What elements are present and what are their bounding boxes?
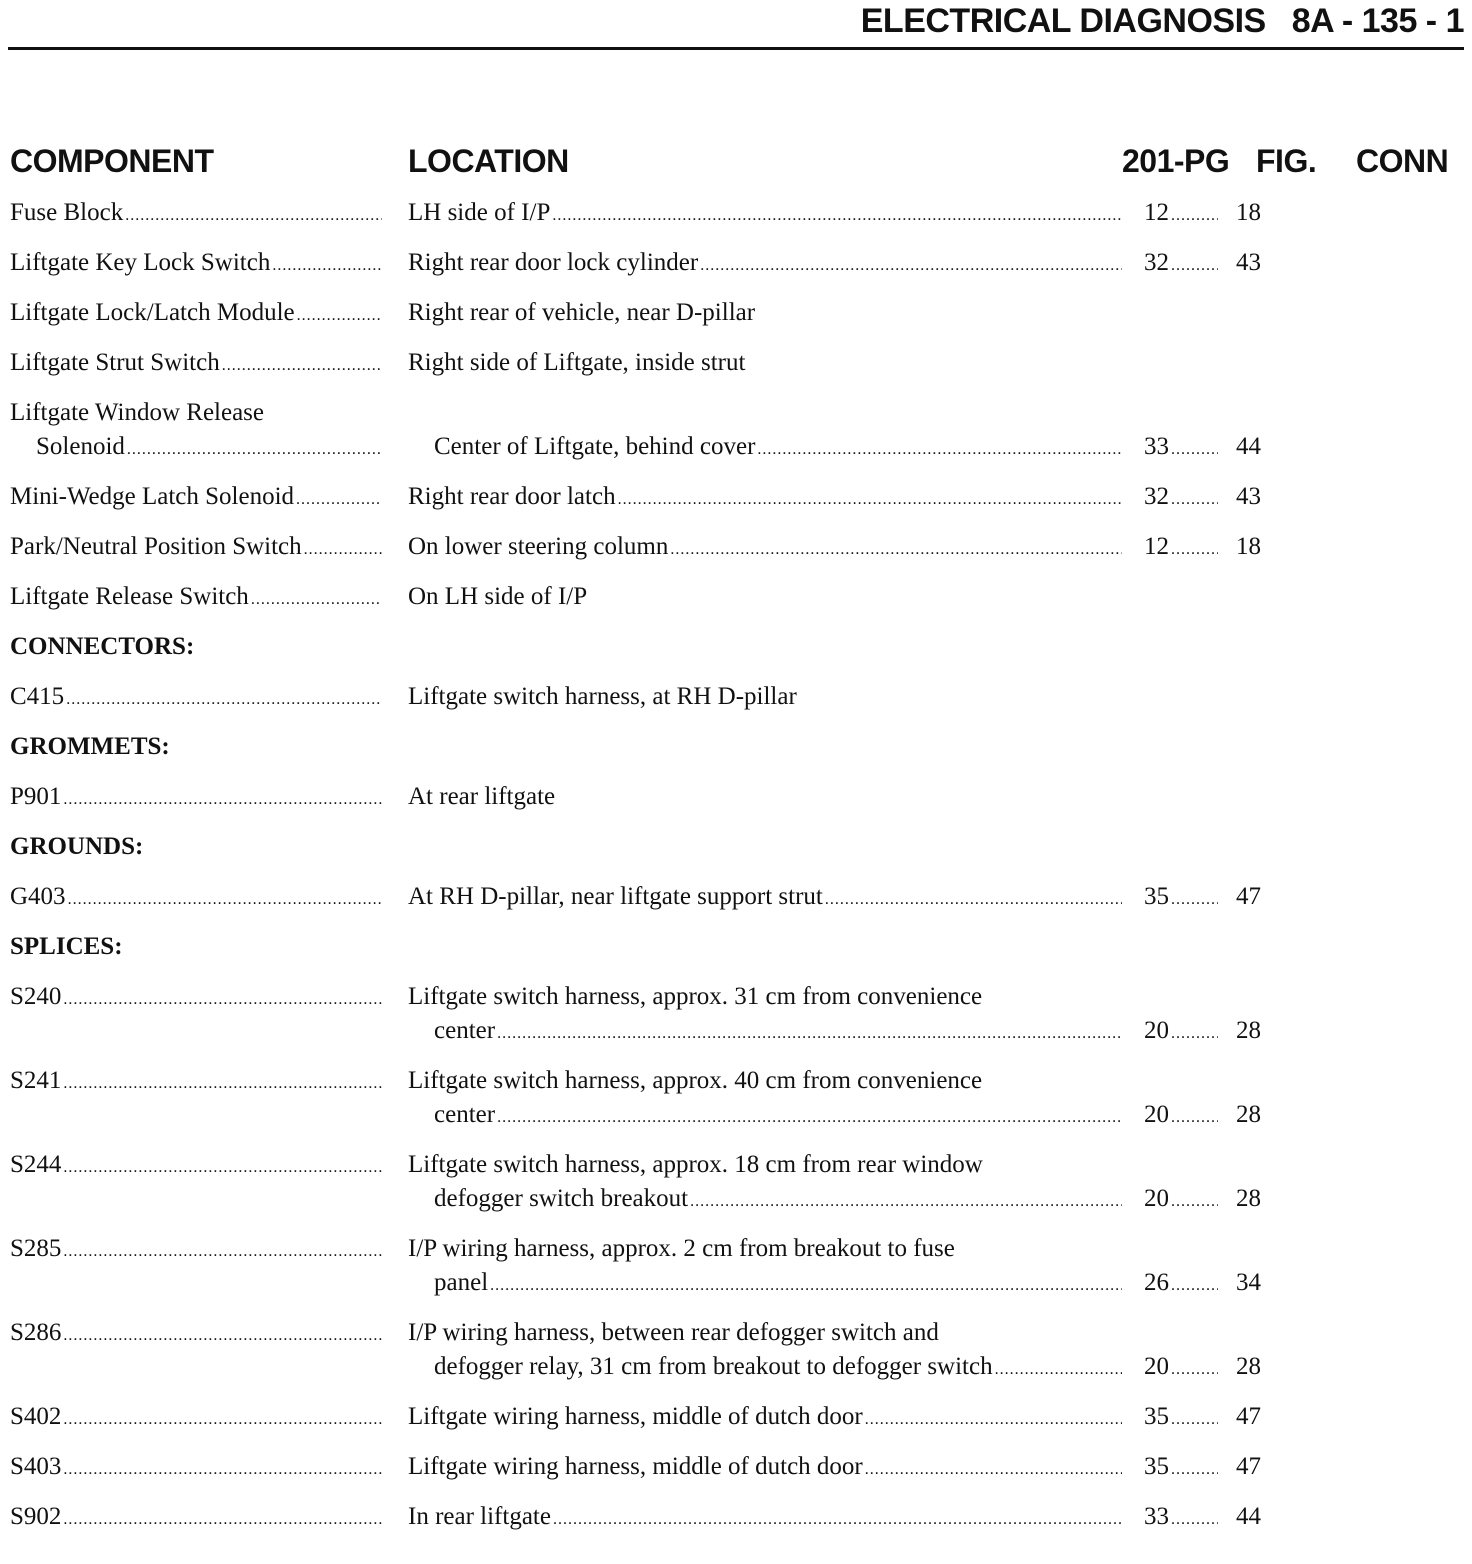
- location-cell: [408, 296, 1122, 330]
- dot-leader: [66, 683, 382, 717]
- fig-ref: 44: [1236, 1503, 1261, 1530]
- column-header-component: COMPONENT: [10, 143, 214, 179]
- header-rule: [8, 47, 1464, 50]
- location-line: [408, 580, 1122, 614]
- dot-leader: [1171, 533, 1218, 567]
- page-ref: 20: [1144, 1101, 1169, 1128]
- page-cell: [1122, 1350, 1218, 1387]
- column-header-location: LOCATION: [408, 143, 569, 179]
- component-line: [10, 580, 382, 617]
- section-heading-row: [0, 730, 1472, 764]
- table-row: [0, 980, 1472, 1048]
- location-cell: [408, 1316, 1122, 1387]
- location-cell: [408, 1450, 1122, 1487]
- table-row: [0, 1450, 1472, 1484]
- location-cell: [408, 1232, 1122, 1303]
- table-row: [0, 580, 1472, 614]
- location-cell: [408, 346, 1122, 380]
- table-row: [0, 780, 1472, 814]
- page-header: [861, 2, 1464, 41]
- component-line: [10, 980, 382, 1017]
- component-name: Solenoid: [36, 433, 125, 460]
- component-line: [10, 1316, 382, 1353]
- location-line: [408, 1316, 1122, 1350]
- location-line: [408, 980, 1122, 1014]
- component-cell: [10, 1148, 382, 1185]
- dot-leader: [63, 1453, 382, 1487]
- location-text: Liftgate wiring harness, middle of dutch door: [408, 1453, 863, 1480]
- dot-leader: [497, 1101, 1122, 1135]
- location-text: I/P wiring harness, between rear defogger switch and: [408, 1319, 939, 1346]
- component-cell: [10, 1450, 382, 1487]
- location-text: Liftgate switch harness, approx. 31 cm from convenience: [408, 983, 983, 1010]
- dot-leader: [865, 1403, 1122, 1437]
- component-name: Mini-Wedge Latch Solenoid: [10, 483, 295, 510]
- component-line: [10, 246, 382, 283]
- component-cell: [10, 580, 382, 617]
- table-row: [0, 1316, 1472, 1384]
- table-row: [0, 1500, 1472, 1534]
- component-line: [10, 1400, 382, 1437]
- table-row: [0, 880, 1472, 914]
- table-row: [0, 296, 1472, 330]
- component-name: S902: [10, 1503, 62, 1530]
- dot-leader: [825, 883, 1122, 917]
- dot-leader: [272, 249, 382, 283]
- page-ref: 20: [1144, 1353, 1169, 1380]
- component-name: Park/Neutral Position Switch: [10, 533, 302, 560]
- location-text: Right rear of vehicle, near D-pillar: [408, 299, 756, 326]
- component-name: Liftgate Window Release: [10, 399, 265, 426]
- dot-leader: [1171, 1503, 1218, 1537]
- table-row: [0, 1232, 1472, 1300]
- component-cell: [10, 780, 382, 817]
- location-line: [408, 246, 1122, 283]
- section-heading-row: [0, 930, 1472, 964]
- fig-ref: 28: [1236, 1101, 1261, 1128]
- component-name: S286: [10, 1319, 62, 1346]
- location-cell: [408, 246, 1122, 283]
- component-location-table: [0, 196, 1472, 1550]
- section-heading: GROUNDS:: [10, 833, 144, 860]
- component-name: G403: [10, 883, 66, 910]
- location-line: [408, 780, 1122, 814]
- component-cell: [10, 680, 382, 717]
- dot-leader: [63, 1503, 382, 1537]
- fig-ref: 28: [1236, 1185, 1261, 1212]
- location-text: Liftgate switch harness, approx. 18 cm from rear window: [408, 1151, 983, 1178]
- dot-leader: [1171, 433, 1218, 467]
- component-name: C415: [10, 683, 65, 710]
- fig-ref: 18: [1236, 199, 1261, 226]
- table-row: [0, 1064, 1472, 1132]
- component-line: [10, 396, 382, 430]
- dot-leader: [995, 1353, 1122, 1387]
- location-text: In rear liftgate: [408, 1503, 551, 1530]
- page-cell: [1122, 246, 1218, 283]
- fig-ref: 28: [1236, 1353, 1261, 1380]
- dot-leader: [690, 1185, 1122, 1219]
- dot-leader: [700, 249, 1122, 283]
- dot-leader: [865, 1453, 1122, 1487]
- section-title: ELECTRICAL DIAGNOSIS: [860, 2, 1266, 40]
- location-line: [408, 1350, 1122, 1387]
- page-cell: [1122, 196, 1218, 233]
- page-cell: [1122, 1500, 1218, 1537]
- location-line: [408, 1098, 1122, 1135]
- dot-leader: [63, 783, 382, 817]
- page-cell: [1122, 1098, 1218, 1135]
- location-line: [408, 396, 1122, 430]
- dot-leader: [251, 583, 382, 617]
- page-ref: 12: [1144, 533, 1169, 560]
- table-row: [0, 246, 1472, 280]
- component-cell: [10, 346, 382, 383]
- location-text: center: [434, 1017, 496, 1044]
- component-name: S241: [10, 1067, 62, 1094]
- section-heading: CONNECTORS:: [10, 633, 195, 660]
- dot-leader: [1171, 1453, 1218, 1487]
- component-line: [10, 1232, 382, 1269]
- page-ref: 26: [1144, 1269, 1169, 1296]
- page-ref: 33: [1144, 1503, 1169, 1530]
- component-name: Liftgate Key Lock Switch: [10, 249, 271, 276]
- component-line: [10, 196, 382, 233]
- location-line: [408, 880, 1122, 917]
- page-ref: 35: [1144, 1453, 1169, 1480]
- location-line: [408, 1232, 1122, 1266]
- dot-leader: [296, 483, 382, 517]
- page-ref: 20: [1144, 1185, 1169, 1212]
- location-line: [408, 1148, 1122, 1182]
- component-line: [10, 680, 382, 717]
- fig-ref: 18: [1236, 533, 1261, 560]
- component-line: [10, 1450, 382, 1487]
- component-line: [10, 1064, 382, 1101]
- location-line: [408, 430, 1122, 467]
- component-name: P901: [10, 783, 62, 810]
- component-cell: [10, 296, 382, 333]
- section-heading: GROMMETS:: [10, 733, 170, 760]
- location-text: Center of Liftgate, behind cover: [434, 433, 756, 460]
- page-cell: [1122, 480, 1218, 517]
- location-text: LH side of I/P: [408, 199, 551, 226]
- table-row: [0, 196, 1472, 230]
- component-cell: [10, 1232, 382, 1269]
- table-row: [0, 680, 1472, 714]
- location-cell: [408, 780, 1122, 814]
- dot-leader: [1171, 1185, 1218, 1219]
- component-line: [10, 880, 382, 917]
- location-text: I/P wiring harness, approx. 2 cm from breakout to fuse: [408, 1235, 955, 1262]
- location-line: [408, 1450, 1122, 1487]
- component-line: [10, 346, 382, 383]
- table-row: [0, 480, 1472, 514]
- dot-leader: [63, 1319, 382, 1353]
- dot-leader: [1171, 1017, 1218, 1051]
- table-row: [0, 1148, 1472, 1216]
- location-text: At rear liftgate: [408, 783, 556, 810]
- page-cell: [1122, 1266, 1218, 1303]
- dot-leader: [1171, 1403, 1218, 1437]
- dot-leader: [1171, 249, 1218, 283]
- location-text: On lower steering column: [408, 533, 669, 560]
- fig-ref: 44: [1236, 433, 1261, 460]
- component-name: S240: [10, 983, 62, 1010]
- component-name: S285: [10, 1235, 62, 1262]
- section-heading: SPLICES:: [10, 933, 123, 960]
- dot-leader: [497, 1017, 1122, 1051]
- fig-ref: 47: [1236, 1453, 1261, 1480]
- location-text: panel: [434, 1269, 489, 1296]
- component-line: [10, 296, 382, 333]
- location-line: [408, 480, 1122, 517]
- table-row: [0, 396, 1472, 464]
- fig-ref: 28: [1236, 1017, 1261, 1044]
- page-cell: [1122, 1450, 1218, 1487]
- dot-leader: [618, 483, 1122, 517]
- component-name: S403: [10, 1453, 62, 1480]
- fig-ref: 43: [1236, 483, 1261, 510]
- component-cell: [10, 1500, 382, 1537]
- dot-leader: [63, 1403, 382, 1437]
- page-ref: 35: [1144, 883, 1169, 910]
- page-cell: [1122, 880, 1218, 917]
- dot-leader: [304, 533, 382, 567]
- page-ref: 20: [1144, 1017, 1169, 1044]
- location-cell: [408, 396, 1122, 467]
- component-name: Liftgate Lock/Latch Module: [10, 299, 295, 326]
- component-name: S402: [10, 1403, 62, 1430]
- location-line: [408, 1500, 1122, 1537]
- component-line: [10, 480, 382, 517]
- column-header-fig: FIG.: [1256, 143, 1317, 179]
- dot-leader: [1171, 1269, 1218, 1303]
- component-name: Fuse Block: [10, 199, 124, 226]
- component-cell: [10, 1064, 382, 1101]
- location-text: defogger switch breakout: [434, 1185, 689, 1212]
- component-name: S244: [10, 1151, 62, 1178]
- location-line: [408, 1064, 1122, 1098]
- page-ref: 33: [1144, 433, 1169, 460]
- dot-leader: [757, 433, 1122, 467]
- location-text: Right rear door lock cylinder: [408, 249, 699, 276]
- fig-ref: 43: [1236, 249, 1261, 276]
- dot-leader: [68, 883, 382, 917]
- page-ref: 32: [1144, 249, 1169, 276]
- dot-leader: [1171, 1101, 1218, 1135]
- location-cell: [408, 196, 1122, 233]
- location-cell: [408, 680, 1122, 714]
- dot-leader: [63, 983, 382, 1017]
- location-line: [408, 296, 1122, 330]
- fig-ref: 34: [1236, 1269, 1261, 1296]
- location-line: [408, 346, 1122, 380]
- component-line: [10, 530, 382, 567]
- location-cell: [408, 1400, 1122, 1437]
- dot-leader: [297, 299, 382, 333]
- location-cell: [408, 1500, 1122, 1537]
- location-line: [408, 530, 1122, 567]
- dot-leader: [670, 533, 1122, 567]
- location-cell: [408, 1148, 1122, 1219]
- component-cell: [10, 980, 382, 1017]
- page-ref: 35: [1144, 1403, 1169, 1430]
- location-line: [408, 1266, 1122, 1303]
- column-header-page: 201-PG: [1122, 143, 1230, 179]
- component-cell: [10, 880, 382, 917]
- table-row: [0, 1400, 1472, 1434]
- dot-leader: [63, 1151, 382, 1185]
- dot-leader: [1171, 199, 1218, 233]
- section-heading-row: [0, 830, 1472, 864]
- location-line: [408, 1182, 1122, 1219]
- component-cell: [10, 396, 382, 467]
- dot-leader: [553, 1503, 1122, 1537]
- component-line: [10, 780, 382, 817]
- component-line: [10, 430, 382, 467]
- page-cell: [1122, 430, 1218, 467]
- section-heading-row: [0, 630, 1472, 664]
- dot-leader: [63, 1067, 382, 1101]
- location-text: On LH side of I/P: [408, 583, 588, 610]
- location-line: [408, 1014, 1122, 1051]
- location-text: Liftgate switch harness, approx. 40 cm from convenience: [408, 1067, 983, 1094]
- location-text: Right side of Liftgate, inside strut: [408, 349, 746, 376]
- page-cell: [1122, 1014, 1218, 1051]
- dot-leader: [125, 199, 382, 233]
- dot-leader: [1171, 483, 1218, 517]
- location-text: defogger relay, 31 cm from breakout to defogger switch: [434, 1353, 993, 1380]
- location-cell: [408, 980, 1122, 1051]
- location-line: [408, 1400, 1122, 1437]
- dot-leader: [1171, 883, 1218, 917]
- page-number: 8A - 135 - 1: [1291, 2, 1464, 40]
- component-line: [10, 1148, 382, 1185]
- page-ref: 32: [1144, 483, 1169, 510]
- location-text: Liftgate wiring harness, middle of dutch door: [408, 1403, 863, 1430]
- location-cell: [408, 880, 1122, 917]
- location-text: center: [434, 1101, 496, 1128]
- component-cell: [10, 196, 382, 233]
- table-row: [0, 530, 1472, 564]
- component-cell: [10, 1316, 382, 1353]
- dot-leader: [552, 199, 1122, 233]
- page-cell: [1122, 530, 1218, 567]
- component-name: Liftgate Release Switch: [10, 583, 249, 610]
- column-header-conn: CONN: [1356, 143, 1449, 179]
- location-cell: [408, 580, 1122, 614]
- component-cell: [10, 530, 382, 567]
- location-cell: [408, 1064, 1122, 1135]
- fig-ref: 47: [1236, 1403, 1261, 1430]
- page-cell: [1122, 1182, 1218, 1219]
- page-cell: [1122, 1400, 1218, 1437]
- component-line: [10, 1500, 382, 1537]
- dot-leader: [222, 349, 382, 383]
- location-text: At RH D-pillar, near liftgate support strut: [408, 883, 823, 910]
- page-ref: 12: [1144, 199, 1169, 226]
- location-text: Right rear door latch: [408, 483, 616, 510]
- location-cell: [408, 530, 1122, 567]
- dot-leader: [63, 1235, 382, 1269]
- component-cell: [10, 246, 382, 283]
- component-name: Liftgate Strut Switch: [10, 349, 220, 376]
- location-cell: [408, 480, 1122, 517]
- table-row: [0, 346, 1472, 380]
- component-cell: [10, 480, 382, 517]
- dot-leader: [490, 1269, 1122, 1303]
- location-line: [408, 196, 1122, 233]
- component-cell: [10, 1400, 382, 1437]
- dot-leader: [1171, 1353, 1218, 1387]
- fig-ref: 47: [1236, 883, 1261, 910]
- dot-leader: [127, 433, 382, 467]
- location-line: [408, 680, 1122, 714]
- location-text: Liftgate switch harness, at RH D-pillar: [408, 683, 797, 710]
